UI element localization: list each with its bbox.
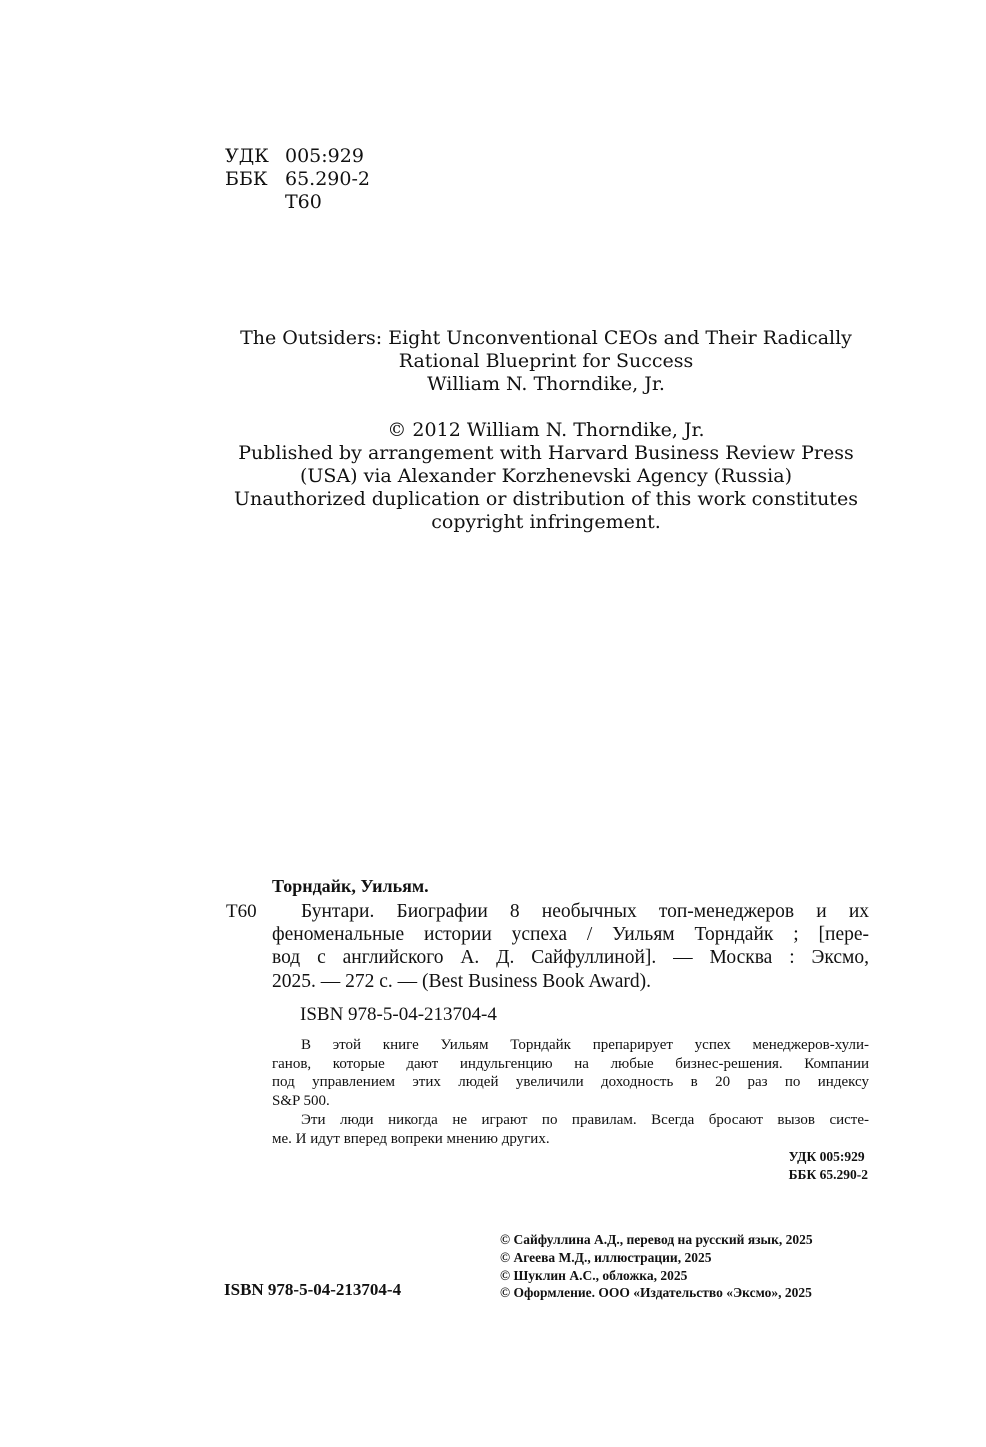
annotation-line: Эти люди никогда не играют по правилам. Всегда бросают вызов систе- bbox=[301, 1112, 869, 1128]
record-code: Т60 bbox=[226, 901, 257, 922]
copyright-line: copyright infringement. bbox=[431, 511, 661, 533]
original-title-block bbox=[200, 327, 892, 396]
original-title-line: Rational Blueprint for Success bbox=[398, 350, 694, 372]
footer-copyright-line: © Сайфуллина А.Д., перевод на русский язык, 2025 bbox=[500, 1232, 813, 1247]
annotation-line: S&P 500. bbox=[272, 1092, 330, 1109]
footer-copyright-line: © Агеева М.Д., иллюстрации, 2025 bbox=[500, 1249, 712, 1265]
classification-block bbox=[225, 145, 370, 214]
record-classification bbox=[789, 1148, 868, 1183]
description-line: феноменальные истории успеха / Уильям Торндайк ; [пере- bbox=[272, 924, 869, 946]
footer-copyrights bbox=[500, 1231, 813, 1302]
annotation-line: под управлением этих людей увеличили доходность в 20 раз по индексу bbox=[272, 1074, 869, 1090]
annotation-line: В этой книге Уильям Торндайк препарирует успех менеджеров-хули- bbox=[301, 1037, 869, 1053]
record-annotation bbox=[272, 1036, 869, 1148]
description-line: Бунтари. Биографии 8 необычных топ-менеджеров и их bbox=[301, 901, 869, 922]
copyright-line: (USA) via Alexander Korzhenevski Agency (Russia) bbox=[300, 465, 792, 487]
footer-isbn: ISBN 978-5-04-213704-4 bbox=[224, 1280, 402, 1299]
copyright-line: Unauthorized duplication or distribution of this work constitutes bbox=[234, 488, 858, 510]
classification-bbk: ББК 65.290-2 bbox=[225, 168, 370, 190]
footer-copyright-line: © Оформление. ООО «Издательство «Эксмо», 2025 bbox=[500, 1285, 812, 1301]
original-copyright-block bbox=[200, 419, 892, 534]
copyright-line: Published by arrangement with Harvard Business Review Press bbox=[238, 442, 854, 464]
record-description bbox=[272, 900, 869, 993]
classification-udk: УДК 005:929 bbox=[225, 145, 364, 167]
copyright-line: © 2012 William N. Thorndike, Jr. bbox=[387, 419, 705, 441]
classification-author-code: Т60 bbox=[285, 191, 322, 213]
original-title-line: The Outsiders: Eight Unconventional CEOs and Their Radically bbox=[240, 327, 852, 349]
record-author: Торндайк, Уильям. bbox=[272, 876, 429, 896]
description-line: вод с английского А. Д. Сайфуллиной]. — Москва : Эксмо, bbox=[272, 947, 869, 969]
record-isbn: ISBN 978-5-04-213704-4 bbox=[300, 1004, 497, 1025]
record-udk: УДК 005:929 bbox=[788, 1149, 865, 1164]
annotation-line: ганов, которые дают индульгенцию на любые бизнес-решения. Компании bbox=[272, 1055, 869, 1072]
description-line: 2025. — 272 с. — (Best Business Book Award). bbox=[272, 970, 651, 992]
annotation-line: ме. И идут вперед вопреки мнению других. bbox=[272, 1130, 550, 1147]
footer-copyright-line: © Шуклин А.С., обложка, 2025 bbox=[500, 1267, 688, 1283]
original-author: William N. Thorndike, Jr. bbox=[427, 373, 665, 395]
record-bbk: ББК 65.290-2 bbox=[788, 1166, 868, 1182]
